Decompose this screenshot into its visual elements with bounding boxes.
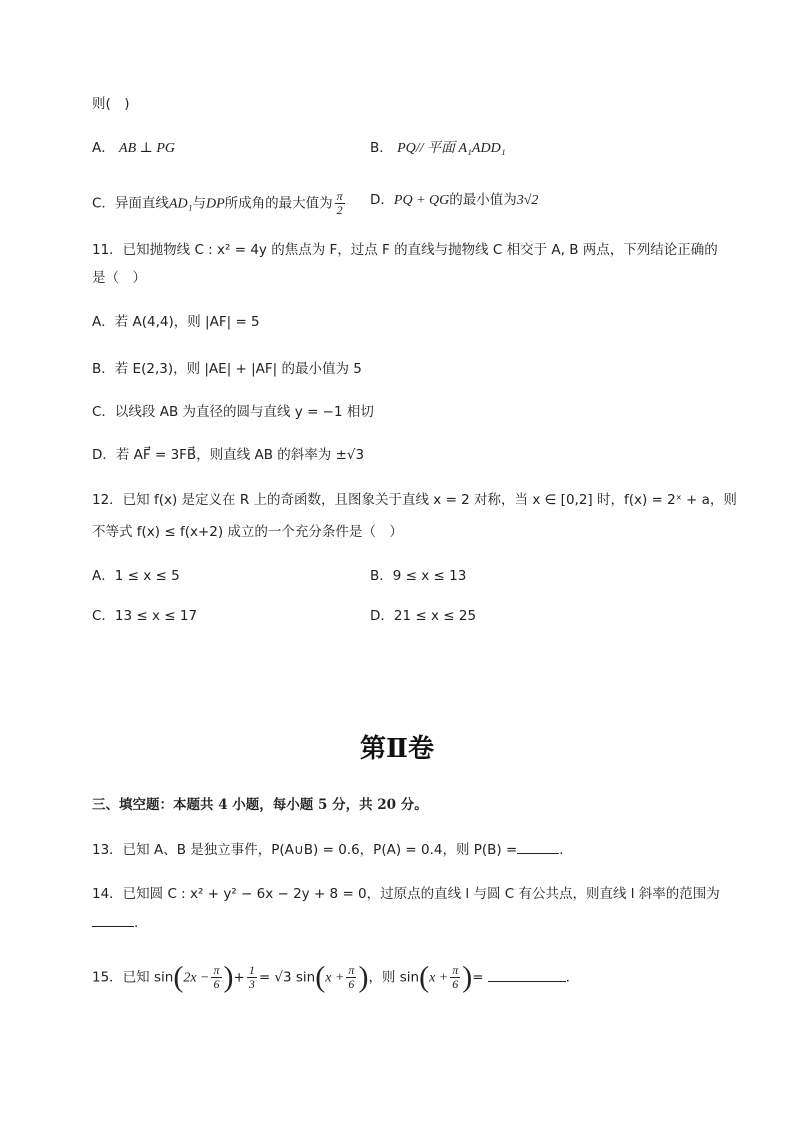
math-op: = — [472, 969, 484, 986]
q15-lead: 15．已知 sin — [92, 969, 174, 986]
option-text: 异面直线 — [114, 195, 169, 212]
part-title: 第Ⅱ卷 — [360, 734, 434, 764]
q12-stem-line2: 不等式 f(x) ≤ f(x+2) 成立的一个充分条件是（ ） — [92, 524, 403, 540]
q14-line2 — [92, 912, 138, 933]
q13-tail: . — [559, 842, 564, 858]
paren-left: ( — [173, 960, 184, 994]
math-op: + — [233, 969, 245, 986]
math-expr: x + — [325, 970, 345, 986]
answer-blank — [92, 912, 134, 927]
option-label: B． — [370, 140, 393, 156]
option-text: 的最小值为 — [449, 192, 517, 208]
option-text: 所成角的最大值为 — [224, 195, 333, 212]
q14-stem-line1: 14．已知圆 C : x² + y² − 6x − 2y + 8 = 0，过原点的直线 l 与圆 C 有公共点，则直线 l 斜率的范围为 — [92, 886, 720, 902]
q11-stem-line2: 是（ ） — [92, 270, 146, 286]
paren-left: ( — [315, 960, 326, 994]
q12-option-c: C．13 ≤ x ≤ 17 — [92, 608, 198, 624]
fraction — [211, 964, 221, 991]
fraction — [346, 964, 356, 991]
fraction — [450, 964, 460, 991]
q15-tail: . — [565, 969, 570, 986]
fraction — [247, 964, 257, 991]
math-expr: DP — [205, 196, 225, 212]
option-label: D． — [370, 192, 394, 208]
fraction-numerator: 1 — [248, 963, 255, 977]
math-expr: 2x − — [183, 970, 210, 986]
q11-stem-line1: 11．已知抛物线 C : x² = 4y 的焦点为 F，过点 F 的直线与抛物线 C 相交于 A, B 两点，下列结论正确的 — [92, 242, 718, 258]
paren-right: ) — [223, 960, 234, 994]
q15-text: ，则 sin — [368, 969, 420, 986]
q12-option-a: A．1 ≤ x ≤ 5 — [92, 568, 180, 584]
q10-option-a — [92, 138, 175, 159]
q10-stem-tail: 则( ) — [92, 96, 130, 112]
math-expr: x + — [429, 970, 449, 986]
q11-option-c: C．以线段 AB 为直径的圆与直线 y = −1 相切 — [92, 404, 374, 420]
fraction-numerator: π — [452, 963, 459, 977]
paren-right: ) — [358, 960, 369, 994]
math-expr: PQ + QG — [393, 193, 450, 208]
q13 — [92, 839, 564, 860]
q10-option-b — [370, 138, 506, 159]
q14-tail: . — [134, 915, 139, 931]
q10-option-c — [92, 190, 347, 217]
answer-blank — [517, 839, 559, 854]
math-expr: AD₁ — [168, 196, 193, 212]
fraction-denominator: 3 — [248, 977, 255, 991]
q15 — [92, 960, 570, 994]
option-expr: AB ⊥ PG — [119, 141, 175, 156]
section-heading: 三、填空题：本题共 4 小题，每小题 5 分，共 20 分。 — [92, 797, 428, 813]
q12-option-d: D．21 ≤ x ≤ 25 — [370, 608, 477, 624]
fraction-numerator: π — [213, 963, 220, 977]
q12-stem-line1: 12．已知 f(x) 是定义在 R 上的奇函数，且图象关于直线 x = 2 对称，当 x ∈ [0,2] 时，f(x) = 2ˣ + a，则 — [92, 492, 737, 508]
paren-right: ) — [462, 960, 473, 994]
option-label: C． — [92, 195, 115, 212]
math-value: 3√2 — [516, 193, 539, 208]
math-op: = √3 sin — [258, 969, 316, 986]
fraction-numerator: π — [348, 963, 355, 977]
q13-text: 13．已知 A、B 是独立事件，P(A∪B) = 0.6，P(A) = 0.4，则 P(B) = — [92, 842, 518, 858]
q11-option-b: B．若 E(2,3)，则 |AE| + |AF| 的最小值为 5 — [92, 361, 362, 377]
fraction-denominator: 2 — [336, 203, 343, 217]
fraction-denominator: 6 — [452, 977, 459, 991]
q11-option-d: D．若 AF⃗ = 3FB⃗，则直线 AB 的斜率为 ±√3 — [92, 447, 365, 463]
answer-blank — [488, 967, 566, 982]
option-text: 与 — [192, 195, 206, 212]
q11-option-a: A．若 A(4,4)，则 |AF| = 5 — [92, 314, 260, 330]
paren-left: ( — [419, 960, 430, 994]
option-expr: PQ// 平面 A₁ADD₁ — [397, 141, 506, 156]
fraction-denominator: 6 — [213, 977, 220, 991]
q12-option-b: B．9 ≤ x ≤ 13 — [370, 568, 467, 584]
fraction — [335, 190, 345, 217]
q10-option-d — [370, 190, 538, 211]
fraction-denominator: 6 — [348, 977, 355, 991]
fraction-numerator: π — [336, 189, 343, 203]
option-label: A． — [92, 140, 115, 156]
